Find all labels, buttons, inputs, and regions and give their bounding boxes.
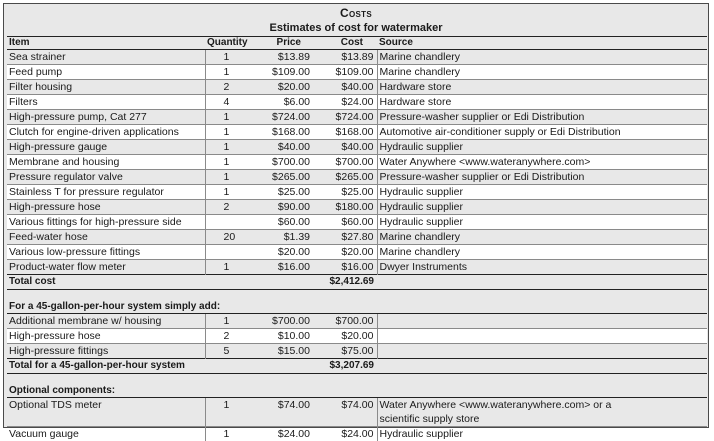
total-cost-row [7,275,707,290]
price-cell: $724.00 [253,110,313,125]
cost-cell: $724.00 [313,110,377,125]
table-row [7,110,707,125]
cost-table [7,36,707,441]
table-row [7,80,707,95]
table-title: Costs [4,6,708,20]
source-cell: Hydraulic supplier [377,185,707,200]
cost-cell: $700.00 [313,314,377,329]
price-cell: $10.00 [253,329,313,344]
item-cell: Feed-water hose [7,230,205,245]
cost-cell: $109.00 [313,65,377,80]
optional-heading [7,384,707,398]
item-cell: Stainless T for pressure regulator [7,185,205,200]
cost-cell: $180.00 [313,200,377,215]
item-cell: High-pressure fittings [7,344,205,359]
item-cell: Vacuum gauge [7,427,205,441]
cost-cell: $24.00 [313,427,377,441]
quantity-cell: 1 [205,155,253,170]
cost-cell: $25.00 [313,185,377,200]
header-quantity: Quantity [205,37,253,50]
source-cell: Water Anywhere <www.wateranywhere.com> [377,155,707,170]
quantity-cell: 1 [205,65,253,80]
price-cell: $168.00 [253,125,313,140]
quantity-cell: 5 [205,344,253,359]
spacer-row [7,374,707,385]
source-cell: Marine chandlery [377,245,707,260]
header-price: Price [253,37,313,50]
quantity-cell: 4 [205,95,253,110]
total-value: $3,207.69 [313,359,377,374]
price-cell: $265.00 [253,170,313,185]
price-cell: $16.00 [253,260,313,275]
source-cell: Hydraulic supplier [377,140,707,155]
table-subtitle: Estimates of cost for watermaker [4,20,708,36]
section-45-heading [7,300,707,314]
table-row-continuation [7,412,707,427]
cost-cell: $265.00 [313,170,377,185]
header-source: Source [377,37,707,50]
total-label: Total cost [7,275,313,290]
table-row [7,260,707,275]
cost-table-panel [3,3,709,428]
item-cell: Membrane and housing [7,155,205,170]
quantity-cell [205,215,253,230]
cost-cell: $16.00 [313,260,377,275]
table-row [7,215,707,230]
quantity-cell: 20 [205,230,253,245]
source-cell: Pressure-washer supplier or Edi Distribution [377,170,707,185]
cost-cell: $40.00 [313,140,377,155]
table-row [7,95,707,110]
price-cell: $20.00 [253,80,313,95]
price-cell: $60.00 [253,215,313,230]
item-cell: Feed pump [7,65,205,80]
source-cell: Automotive air-conditioner supply or Edi Distribution [377,125,707,140]
cost-cell: $40.00 [313,80,377,95]
source-cell: Hydraulic supplier [377,215,707,230]
cost-cell: $13.89 [313,50,377,65]
quantity-cell: 1 [205,170,253,185]
source-cell: Marine chandlery [377,230,707,245]
price-cell: $24.00 [253,427,313,441]
source-cell [377,344,707,359]
price-cell: $700.00 [253,155,313,170]
quantity-cell: 2 [205,80,253,95]
price-cell: $6.00 [253,95,313,110]
table-row [7,344,707,359]
table-row [7,398,707,413]
table-row [7,140,707,155]
total-label: Total for a 45-gallon-per-hour system [7,359,313,374]
source-cell: Water Anywhere <www.wateranywhere.com> or a [377,398,707,413]
source-cell: Dwyer Instruments [377,260,707,275]
item-cell: Various low-pressure fittings [7,245,205,260]
table-row [7,125,707,140]
price-cell: $20.00 [253,245,313,260]
item-cell: High-pressure pump, Cat 277 [7,110,205,125]
item-cell: Additional membrane w/ housing [7,314,205,329]
quantity-cell: 1 [205,427,253,441]
table-row [7,245,707,260]
item-cell: Filter housing [7,80,205,95]
quantity-cell: 2 [205,329,253,344]
cost-cell: $74.00 [313,398,377,413]
price-cell: $15.00 [253,344,313,359]
quantity-cell: 1 [205,140,253,155]
quantity-cell: 1 [205,110,253,125]
quantity-cell: 1 [205,398,253,413]
source-cell: Marine chandlery [377,50,707,65]
source-cell: Hardware store [377,80,707,95]
price-cell: $109.00 [253,65,313,80]
section-heading: Optional components: [7,384,707,398]
item-cell: Filters [7,95,205,110]
item-cell: Various fittings for high-pressure side [7,215,205,230]
cost-cell: $27.80 [313,230,377,245]
quantity-cell: 2 [205,200,253,215]
spacer-row [7,290,707,301]
source-cell: Marine chandlery [377,65,707,80]
spacer-cell [7,290,707,301]
cost-cell: $75.00 [313,344,377,359]
cost-cell: $24.00 [313,95,377,110]
quantity-cell [205,412,253,427]
header-row [7,37,707,50]
price-cell [253,412,313,427]
price-cell: $1.39 [253,230,313,245]
price-cell: $90.00 [253,200,313,215]
cost-cell [313,412,377,427]
cost-cell: $60.00 [313,215,377,230]
source-cell [377,329,707,344]
quantity-cell: 1 [205,260,253,275]
table-row [7,155,707,170]
quantity-cell: 1 [205,314,253,329]
source-cell: Hydraulic supplier [377,427,707,441]
item-cell: Clutch for engine-driven applications [7,125,205,140]
item-cell: High-pressure hose [7,200,205,215]
table-row [7,200,707,215]
spacer-cell [7,374,707,385]
table-row [7,185,707,200]
source-cell: Pressure-washer supplier or Edi Distribution [377,110,707,125]
table-row [7,427,707,441]
source-cell: Hydraulic supplier [377,200,707,215]
item-cell: High-pressure hose [7,329,205,344]
cost-cell: $168.00 [313,125,377,140]
total-45-row [7,359,707,374]
quantity-cell [205,245,253,260]
cost-cell: $20.00 [313,245,377,260]
item-cell: Product-water flow meter [7,260,205,275]
table-row [7,170,707,185]
source-cell [377,314,707,329]
cost-cell: $700.00 [313,155,377,170]
price-cell: $25.00 [253,185,313,200]
table-row [7,50,707,65]
price-cell: $40.00 [253,140,313,155]
source-cell: Hardware store [377,95,707,110]
item-cell: High-pressure gauge [7,140,205,155]
total-blank [377,359,707,374]
item-cell: Pressure regulator valve [7,170,205,185]
table-row [7,65,707,80]
cost-cell: $20.00 [313,329,377,344]
source-cell-continued: scientific supply store [377,412,707,427]
item-cell: Optional TDS meter [7,398,205,413]
price-cell: $700.00 [253,314,313,329]
quantity-cell: 1 [205,185,253,200]
item-cell: Sea strainer [7,50,205,65]
header-cost: Cost [313,37,377,50]
table-row [7,314,707,329]
quantity-cell: 1 [205,50,253,65]
quantity-cell: 1 [205,125,253,140]
price-cell: $13.89 [253,50,313,65]
total-value: $2,412.69 [313,275,377,290]
item-cell [7,412,205,427]
section-heading: For a 45-gallon-per-hour system simply add: [7,300,707,314]
header-item: Item [7,37,205,50]
table-row [7,230,707,245]
total-blank [377,275,707,290]
table-row [7,329,707,344]
price-cell: $74.00 [253,398,313,413]
